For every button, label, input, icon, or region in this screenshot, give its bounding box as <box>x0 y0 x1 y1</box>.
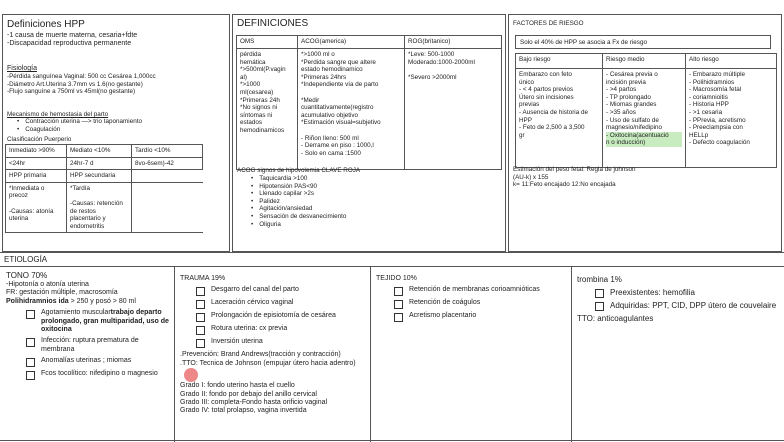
signo-item: • Taquicardia >100 <box>251 175 346 183</box>
alto-item: - Defecto coagulación <box>689 139 750 147</box>
col-bajo: Bajo riesgo <box>516 54 603 69</box>
acog-cell <box>298 49 405 170</box>
medio-item: magnesio/nifedipino <box>606 124 663 132</box>
acog-item: *Perdida sangre que altere <box>301 58 376 66</box>
tono-check-label: Anomalías uterinas ; miomas <box>41 357 132 365</box>
trauma-title: TRAUMA 19% <box>180 275 226 282</box>
rog-item: Moderado:1000-2000ml <box>408 58 475 66</box>
grado-item: Grado I: fondo uterino hasta el cuello <box>180 382 295 390</box>
poli-rest: > 250 y posó > 80 ml <box>68 297 136 305</box>
estimacion-peso <box>513 166 636 189</box>
bajo-item: previas <box>519 101 540 109</box>
trauma-check <box>196 338 370 348</box>
clasificacion-cell: Mediato <10% <box>67 145 132 158</box>
trauma-check <box>196 286 370 296</box>
checkbox-icon[interactable] <box>196 313 205 322</box>
tono-check <box>26 357 170 367</box>
estimacion-item: Estimación del peso fetal: Regla de johnson <box>513 166 636 173</box>
hpp-title: Definiciones HPP <box>7 19 85 30</box>
hpp-lines <box>7 32 137 49</box>
medio-hl-item: - Oxitocina(acentuació <box>606 131 669 139</box>
medio-item: - Miomas grandes <box>606 101 657 109</box>
oms-item: *>500ml(P.vagin <box>240 66 286 74</box>
signos-title: ACOG signos de hipovolemia CLAVE ROJA <box>237 167 361 174</box>
alto-item: - PPrevia, acretismo <box>689 116 746 124</box>
bajo-item: único <box>519 78 535 86</box>
checkbox-icon[interactable] <box>394 300 403 309</box>
oms-item: *>1000 <box>240 81 261 89</box>
clasificacion-cell: Inmediato >90% <box>6 145 67 158</box>
polihidramnios <box>6 298 170 306</box>
bajo-item: Útero sin incisiones <box>519 93 574 101</box>
tejido-check <box>394 299 566 309</box>
bajo-cell <box>516 69 603 168</box>
acog-item <box>301 127 401 135</box>
poli-bold: Polihidramnios ida <box>6 297 69 305</box>
oms-item: pérdida <box>240 51 262 58</box>
trombina-column <box>577 275 777 324</box>
alto-cell <box>686 69 777 168</box>
riesgo-title: FACTORES DE RIESGO <box>513 20 584 27</box>
clasificacion-title: Clasificación Puerperio <box>7 136 72 143</box>
rog-item: *Leve: 500-1000 <box>408 51 455 58</box>
clasificacion-cell: HPP primaria <box>6 170 67 183</box>
medio-item: - Cesárea previa o <box>606 71 658 78</box>
bajo-item: - < 4 partos previos <box>519 86 574 94</box>
riesgo-note: Solo el 40% de HPP se asocia a Fx de riesgo <box>515 35 771 49</box>
oms-item: hemodinamicos <box>240 126 285 134</box>
rog-item: *Severo >2000ml <box>408 73 457 81</box>
etiologia-divider <box>0 266 784 267</box>
checkbox-icon[interactable] <box>196 300 205 309</box>
trombina-check <box>595 301 777 311</box>
col-divider-3 <box>571 266 572 442</box>
clasificacion-cell <box>132 170 203 183</box>
trauma-check-label: Desgarro del canal del parto <box>211 286 299 294</box>
medio-cell <box>603 69 686 168</box>
bajo-item: - Feto de 2,500 a 3,500 <box>519 124 585 132</box>
mecanismo-item: • Contracción uterina —> trio taponamiento <box>17 118 142 126</box>
tono-column <box>6 271 170 383</box>
oms-item: hemática <box>240 58 266 66</box>
col-divider-1 <box>174 266 175 442</box>
fisiologia-title: Fisiología <box>7 65 37 72</box>
tono-lines <box>6 281 170 298</box>
medio-item: - >4 partos <box>606 86 637 94</box>
acog-item: acumulativo objetivo <box>301 111 359 119</box>
col-medio: Riesgo medio <box>603 54 686 69</box>
trauma-check <box>196 325 370 335</box>
checkbox-icon[interactable] <box>394 287 403 296</box>
trauma-lines <box>180 351 370 382</box>
fisiologia-item: -Diámetro Art.Uterina 3.7mm vs 1.6(no gestante) <box>7 80 143 88</box>
medio-item: - >35 años <box>606 108 636 116</box>
acog-item: cuantitativamente(registro <box>301 104 374 112</box>
hpp-panel <box>2 14 230 252</box>
col-oms: OMS <box>237 36 298 49</box>
alto-item: - Historia HPP <box>689 101 729 109</box>
col-acog: ACOG(america) <box>298 36 405 49</box>
definiciones-title: DEFINICIONES <box>237 18 309 29</box>
medio-item: - TP prolongado <box>606 93 651 101</box>
checkbox-icon[interactable] <box>26 310 35 319</box>
oms-item: al) <box>240 73 247 81</box>
tono-check-label: Agotamiento musculartrabajo departo prolongado, gran multiparidad, uso de oxitocina <box>41 309 169 334</box>
signo-item: • Sensación de desvanecimiento <box>251 213 346 221</box>
fisiologia-item: -Flujo sanguíne a 750ml vs 45ml(no gestante) <box>7 88 136 96</box>
definiciones-table <box>236 35 502 170</box>
mecanismo-list <box>17 118 142 133</box>
acog-item: *Independiente vía de parto <box>301 81 379 89</box>
medio-item: - Uso de sulfato de <box>606 116 659 124</box>
oms-item: síntomas ni <box>240 111 273 119</box>
tono-line: -Hipotonía o atonía uterina <box>6 281 89 288</box>
checkbox-icon[interactable] <box>196 339 205 348</box>
trauma-line: .TTO: Tecnica de Johnson (empujar útero hacia adentro) <box>180 360 370 382</box>
tejido-check-label: Acretismo placentario <box>409 312 477 320</box>
signo-item: • Agitación/ansiedad <box>251 205 346 213</box>
definiciones-panel <box>232 14 506 252</box>
trombina-check-label: Preexistentes: hemofilia <box>610 288 695 297</box>
alto-item: - Preeclampsia con <box>689 124 743 132</box>
riesgo-table <box>515 53 777 168</box>
acog-item: estado hemodinamico <box>301 66 363 74</box>
oms-item: *No signos ni <box>240 104 278 112</box>
signo-item: • Hipotensión PAS<90 <box>251 183 346 191</box>
alto-item: - Polihidramnios <box>689 78 735 86</box>
tono-check-label: Fcos tocolítico: nifedipino o magnesio <box>41 370 158 378</box>
checkbox-icon[interactable] <box>26 338 35 347</box>
tejido-column <box>376 275 566 325</box>
mecanismo-item: • Coagulación <box>17 126 142 134</box>
col-rog: ROG(britanico) <box>405 36 502 49</box>
acog-item: *Estimación visual=subjetivo <box>301 119 381 127</box>
clasificacion-cell: HPP secundaria <box>67 170 132 183</box>
sticker-icon <box>184 368 198 382</box>
acog-item: - Riñon lleno: 500 ml <box>301 134 359 142</box>
medio-hl-item: n o inducción) <box>606 139 646 147</box>
fisiologia-item: -Pérdida sanguínea Vaginal: 500 cc Cesárea 1,000cc <box>7 73 156 80</box>
clasificacion-cell: Tardío <10% <box>132 145 203 158</box>
alto-item: - Embarazo múltiple <box>689 71 745 78</box>
oxitocina-highlight <box>606 132 682 147</box>
hpp-line: -Discapacidad reproductiva permanente <box>7 40 132 48</box>
trombina-check <box>595 288 777 298</box>
checkbox-icon[interactable] <box>394 313 403 322</box>
checkbox-icon[interactable] <box>595 289 604 298</box>
trauma-line: .Prevención: Brand Andrews(tracción y contracción) <box>180 351 341 359</box>
alto-item: - >1 cesaria <box>689 108 723 116</box>
grado-item: Grado II: fondo por debajo del anillo cervical <box>180 390 317 398</box>
medio-item: incisión previa <box>606 78 646 86</box>
trombina-checklist <box>595 288 777 311</box>
trauma-check-label: Rotura uterina: cx previa <box>211 325 288 333</box>
etiologia-title: ETIOLOGÍA <box>4 255 48 264</box>
trauma-check-label: Prolongación de episiotomía de cesárea <box>211 312 336 320</box>
col-alto: Alto riesgo <box>686 54 777 69</box>
tono-checklist <box>26 309 170 380</box>
col-divider-2 <box>370 266 371 442</box>
trombina-check-label: Adquiridas: PPT, CID, DPP útero de couvelaire <box>610 301 777 310</box>
signo-item: • Palidez <box>251 198 346 206</box>
tono-check-label: Infección: ruptura prematura de membrana <box>41 337 139 353</box>
signo-item: • Oliguria <box>251 221 346 229</box>
trombina-tto: TTO: anticoagulantes <box>577 314 654 323</box>
tejido-check-label: Retención de membranas corioamnióticas <box>409 286 540 294</box>
trauma-check <box>196 299 370 309</box>
trauma-check <box>196 312 370 322</box>
clasificacion-table <box>5 144 203 233</box>
tejido-check <box>394 286 566 296</box>
alto-item: - coriamnioitis <box>689 93 728 101</box>
checkbox-icon[interactable] <box>595 302 604 311</box>
trauma-check-label: Laceración cérvico vaginal <box>211 299 294 307</box>
clasificacion-cell: *Inmediata o precoz -Causas: atonía uterina <box>6 182 67 233</box>
checkbox-icon[interactable] <box>196 326 205 335</box>
estimacion-item: (AU-k) x 155 <box>513 173 549 181</box>
grados-list <box>180 382 370 416</box>
grado-item: Grado III: completa-Fondo hasta orificio vaginal <box>180 399 328 407</box>
clasificacion-cell: 8vo-6sem)-42 <box>132 157 203 170</box>
signo-item: • Llenado capilar >2s <box>251 190 346 198</box>
clasificacion-cell <box>132 182 203 233</box>
trombina-title: trombina 1% <box>577 275 622 284</box>
riesgo-panel <box>508 14 782 252</box>
bajo-item: Embarazo con feto <box>519 71 572 78</box>
rog-cell <box>405 49 502 170</box>
bajo-item: - Ausencia de historia de <box>519 108 588 116</box>
checkbox-icon[interactable] <box>196 287 205 296</box>
checkbox-icon[interactable] <box>26 358 35 367</box>
trauma-checklist <box>196 286 370 348</box>
tejido-check <box>394 312 566 322</box>
trauma-check-label: Inversión uterina <box>211 338 263 346</box>
trauma-column <box>180 275 370 416</box>
fisiologia-list <box>7 73 156 96</box>
clasificacion-cell: <24hr <box>6 157 67 170</box>
acog-item: *Medir <box>301 96 320 104</box>
tono-check <box>26 370 170 380</box>
tono-check <box>26 337 170 354</box>
oms-item: ml(cesarea) <box>240 88 274 96</box>
oms-item: estados <box>240 119 263 127</box>
checkbox-icon[interactable] <box>26 371 35 380</box>
rog-item <box>408 66 498 74</box>
acog-item: - Derrame en piso : 1000,l <box>301 142 374 150</box>
acog-item: *Primeras 24hrs <box>301 73 347 81</box>
tejido-title: TEJIDO 10% <box>376 275 417 282</box>
clasificacion-cell: *Tardía -Causas: retención de restos placentario y endometritis <box>67 182 132 233</box>
bajo-item: HPP <box>519 116 532 124</box>
hpp-line: -1 causa de muerte materna, cesaria+fdte <box>7 32 138 39</box>
alto-item: - Macrosomía fetal <box>689 86 742 94</box>
acog-item: - Solo en cama :1500 <box>301 149 361 157</box>
oms-item: *Primeras 24h <box>240 96 280 104</box>
tejido-checklist <box>394 286 566 322</box>
alto-item: HELLp <box>689 131 709 139</box>
tono-line: FR: gestación múltiple, macrosomía <box>6 289 118 297</box>
etiologia-panel <box>0 252 784 441</box>
signos-list <box>251 175 346 228</box>
tono-title: TONO 70% <box>6 271 48 280</box>
bajo-item: gr <box>519 131 525 139</box>
oms-cell <box>237 49 298 170</box>
mecanismo-title: Mecanismo de hemostasia del parto <box>7 111 109 118</box>
tejido-check-label: Retención de coágulos <box>409 299 481 307</box>
acog-item: *>1000 ml o <box>301 51 335 58</box>
acog-item <box>301 89 401 97</box>
estimacion-item: k= 11:Feto encajado 12:No encajada <box>513 181 616 189</box>
tono-check <box>26 309 170 334</box>
grado-item: Grado IV: total prolapso, vagina invertida <box>180 407 307 415</box>
clasificacion-cell: 24hr-7 d <box>67 157 132 170</box>
